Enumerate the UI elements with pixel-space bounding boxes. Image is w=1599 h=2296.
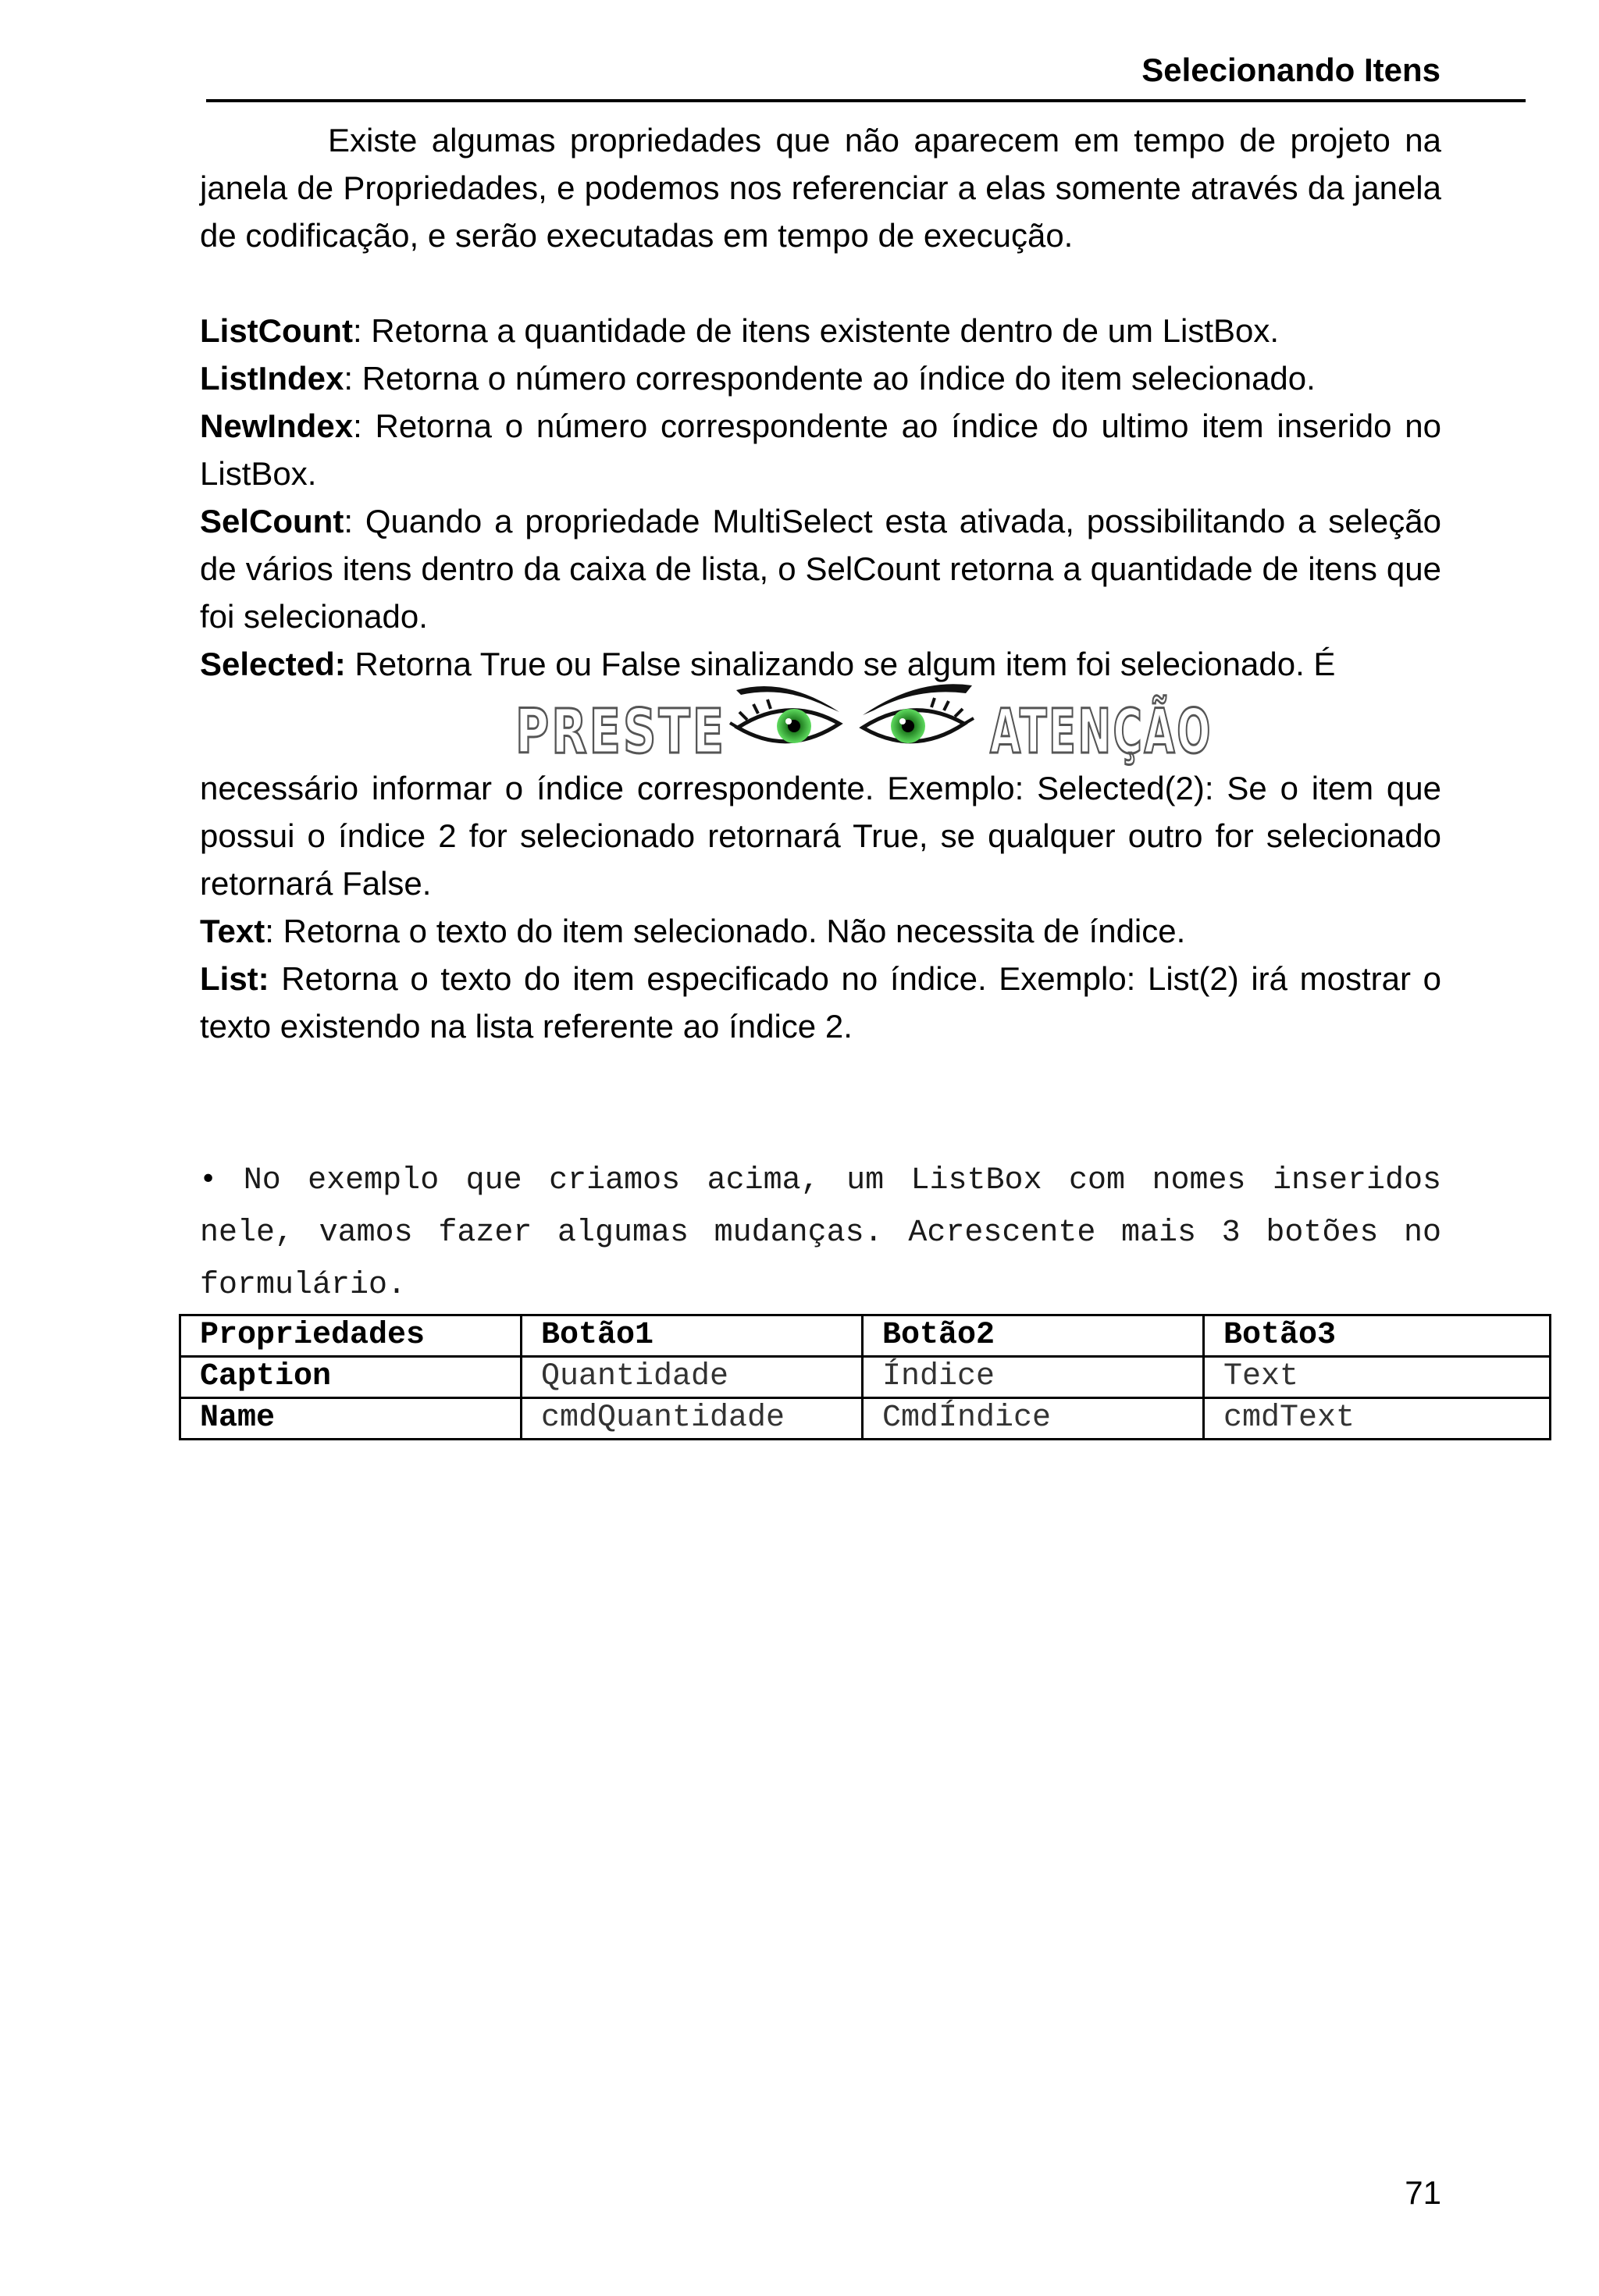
definition-term: ListIndex <box>200 360 344 397</box>
table-cell: cmdText <box>1204 1398 1551 1440</box>
definition-text: : Quando a propriedade MultiSelect esta ativada, possibilitando a seleção de vários itens dentro da caixa de lista, o SelCount retorna a quantidade de itens que foi selecionado. <box>200 503 1441 635</box>
definition-selcount <box>200 497 1441 640</box>
table-cell: Índice <box>863 1357 1204 1398</box>
definition-listcount <box>200 307 1441 354</box>
definition-newindex <box>200 402 1441 497</box>
table-cell: Name <box>180 1398 522 1440</box>
definition-term: List: <box>200 960 269 997</box>
eye-right-icon <box>863 684 974 743</box>
definition-term: Text <box>200 913 265 949</box>
instruction-bullet <box>200 1153 1441 1312</box>
definition-text: : Retorna a quantidade de itens existente dentro de um ListBox. <box>352 312 1280 349</box>
definition-text: : Retorna o número correspondente ao índice do item selecionado. <box>344 360 1316 397</box>
definition-text: Retorna True ou False sinalizando se algum item foi selecionado. É <box>345 646 1336 682</box>
table-cell: Text <box>1204 1357 1551 1398</box>
table-cell: Caption <box>180 1357 522 1398</box>
header-rule <box>206 99 1526 102</box>
table-header-cell: Botão2 <box>863 1315 1204 1357</box>
definition-text-prop <box>200 907 1441 955</box>
table-cell: Quantidade <box>522 1357 863 1398</box>
definition-term: NewIndex <box>200 408 354 444</box>
definition-list-prop <box>200 955 1441 1050</box>
definition-text: : Retorna o texto do item selecionado. Não necessita de índice. <box>265 913 1186 949</box>
banner-word-atencao: ATENÇÃO <box>990 697 1332 767</box>
definition-text: necessário informar o índice correspondente. Exemplo: Selected(2): Se o item que possui o índice 2 for selecionado retornará True, se qualquer outro for selecionado retornará False. <box>200 770 1441 902</box>
bullet-marker: • <box>200 1163 217 1195</box>
definition-text: : Retorna o número correspondente ao índice do ultimo item inserido no ListBox. <box>200 408 1441 492</box>
definitions-continued <box>200 764 1441 1050</box>
definition-selected-cont <box>200 764 1441 907</box>
bullet-text: No exemplo que criamos acima, um ListBox com nomes inseridos nele, vamos fazer algumas mudanças. Acrescente mais 3 botões no formulário. <box>200 1163 1442 1303</box>
eye-left-icon <box>730 686 839 743</box>
table-cell: cmdQuantidade <box>522 1398 863 1440</box>
table-row <box>180 1357 1551 1398</box>
table-header-row <box>180 1315 1551 1357</box>
definition-term: Selected: <box>200 646 346 682</box>
table-header-cell: Botão1 <box>522 1315 863 1357</box>
definition-listindex <box>200 354 1441 402</box>
properties-table <box>179 1314 1551 1440</box>
definition-term: SelCount <box>200 503 344 539</box>
page-number: 71 <box>1405 2174 1441 2211</box>
table-row <box>180 1398 1551 1440</box>
header-title: Selecionando Itens <box>1141 52 1441 88</box>
definition-term: ListCount <box>200 312 353 349</box>
table-header-cell: Propriedades <box>180 1315 522 1357</box>
definitions-list <box>200 307 1441 688</box>
banner-word-preste: PRESTE <box>515 697 726 767</box>
definition-text: Retorna o texto do item especificado no índice. Exemplo: List(2) irá mostrar o texto existendo na lista referente ao índice 2. <box>200 960 1441 1045</box>
preste-atencao-banner <box>507 681 1332 767</box>
table-header-cell: Botão3 <box>1204 1315 1551 1357</box>
intro-paragraph: Existe algumas propriedades que não aparecem em tempo de projeto na janela de Propriedades, e podemos nos referenciar a elas somente através da janela de codificação, e serão executadas em tempo de execução. <box>200 122 1441 254</box>
table-cell: CmdÍndice <box>863 1398 1204 1440</box>
